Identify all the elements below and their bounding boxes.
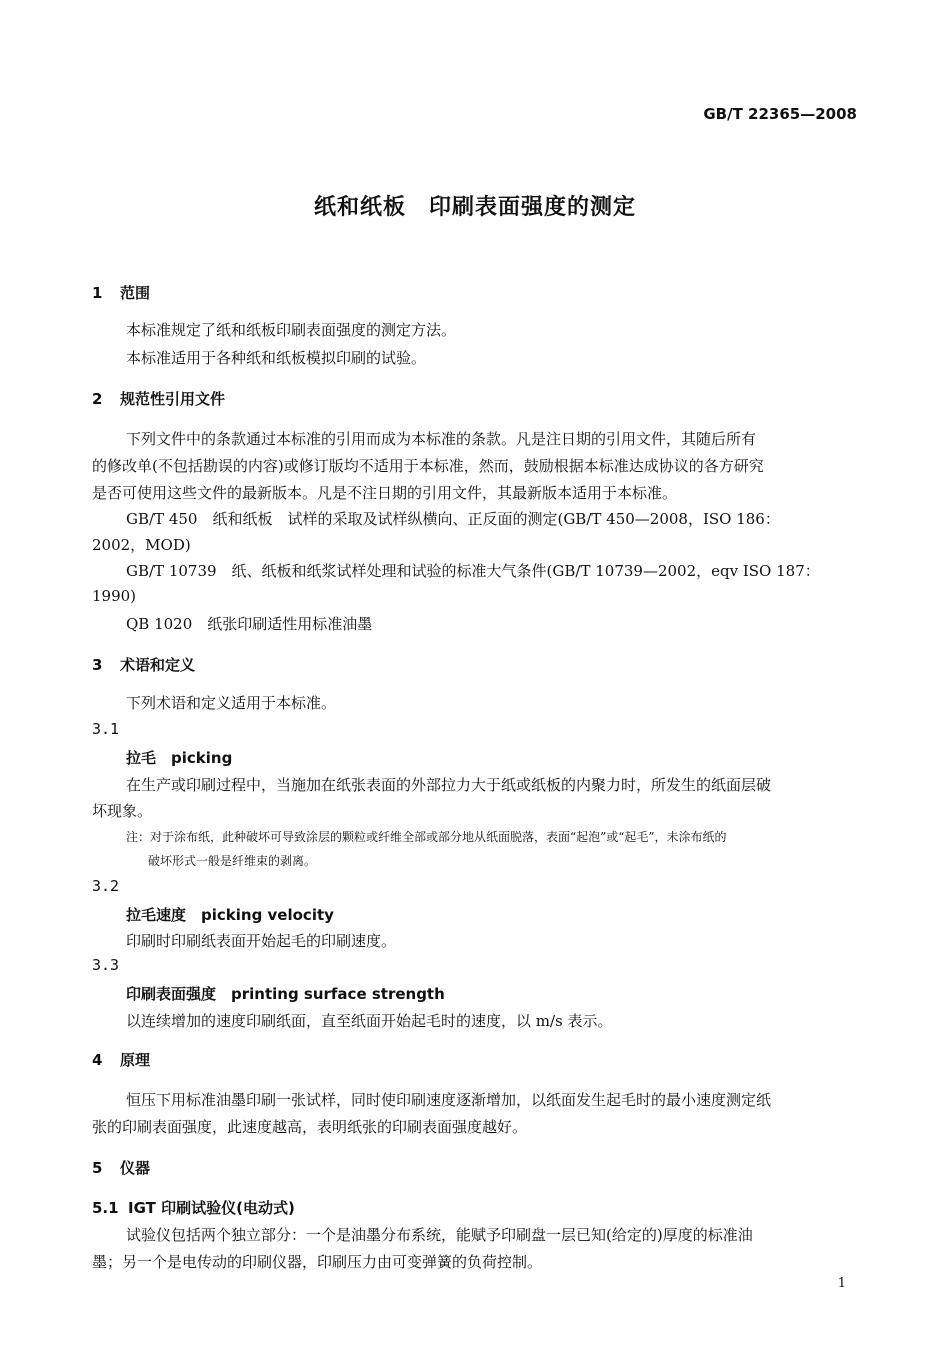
note-line: 注：对于涂布纸，此种破坏可导致涂层的颗粒或纤维全部或部分地从纸面脱落，表面“起泡”或“起毛”，未涂布纸的 (126, 830, 727, 844)
section-4-heading (92, 1049, 150, 1070)
subsection-number: 3.3 (92, 956, 120, 974)
page-number: 1 (837, 1276, 846, 1291)
section-1-heading (92, 282, 150, 303)
note-line: 破坏形式一般是纤维束的剥离。 (148, 854, 317, 868)
subsection-title: IGT 印刷试验仪(电动式) (128, 1199, 295, 1217)
reference-line: GB/T 450 纸和纸板 试样的采取及试样纵横向、正反面的测定(GB/T 450—2008，ISO 186： (126, 510, 780, 528)
paragraph-line: 的修改单(不包括勘误的内容)或修订版均不适用于本标准，然而，鼓励根据本标准达成协议的各方研究 (92, 457, 764, 475)
section-5-heading (92, 1157, 150, 1178)
reference-line: 1990) (92, 587, 137, 605)
paragraph-line: 试验仪包括两个独立部分：一个是油墨分布系统，能赋予印刷盘一层已知(给定的)厚度的标准油 (126, 1226, 753, 1244)
paragraph: 本标准适用于各种纸和纸板模拟印刷的试验。 (126, 349, 427, 367)
definition-line: 坏现象。 (92, 802, 153, 820)
paragraph-line: 恒压下用标准油墨印刷一张试样，同时使印刷速度逐渐增加，以纸面发生起毛时的最小速度测定纸 (126, 1091, 772, 1109)
subsection-5-1-heading (92, 1197, 295, 1218)
subsection-number: 3.1 (92, 720, 120, 738)
term-heading: 拉毛速度 picking velocity (126, 906, 334, 924)
term-heading: 拉毛 picking (126, 749, 233, 767)
section-title: 原理 (120, 1051, 151, 1069)
section-title: 术语和定义 (120, 656, 196, 674)
paragraph: 本标准规定了纸和纸板印刷表面强度的测定方法。 (126, 321, 457, 339)
section-title: 仪器 (120, 1159, 151, 1177)
section-number: 5 (92, 1159, 103, 1177)
subsection-number: 3.2 (92, 877, 120, 895)
reference-line: 2002，MOD) (92, 536, 191, 554)
paragraph: 下列术语和定义适用于本标准。 (126, 694, 337, 712)
definition-line: 印刷时印刷纸表面开始起毛的印刷速度。 (126, 932, 397, 950)
standard-number: GB/T 22365—2008 (703, 105, 857, 123)
section-number: 4 (92, 1051, 103, 1069)
definition-line: 在生产或印刷过程中，当施加在纸张表面的外部拉力大于纸或纸板的内聚力时，所发生的纸面层破 (126, 776, 772, 794)
section-title: 范围 (120, 284, 151, 302)
reference-line: QB 1020 纸张印刷适性用标准油墨 (126, 615, 373, 633)
paragraph-line: 是否可使用这些文件的最新版本。凡是不注日期的引用文件，其最新版本适用于本标准。 (92, 484, 678, 502)
section-number: 2 (92, 390, 103, 408)
paragraph-line: 下列文件中的条款通过本标准的引用而成为本标准的条款。凡是注日期的引用文件，其随后所有 (126, 430, 757, 448)
section-number: 3 (92, 656, 103, 674)
reference-line: GB/T 10739 纸、纸板和纸浆试样处理和试验的标准大气条件(GB/T 10739—2002，eqv ISO 187： (126, 562, 820, 580)
paragraph-line: 墨；另一个是电传动的印刷仪器，印刷压力由可变弹簧的负荷控制。 (92, 1253, 543, 1271)
section-number: 1 (92, 284, 103, 302)
paragraph-line: 张的印刷表面强度，此速度越高，表明纸张的印刷表面强度越好。 (92, 1118, 528, 1136)
section-3-heading (92, 654, 195, 675)
section-2-heading (92, 388, 225, 409)
definition-line: 以连续增加的速度印刷纸面，直至纸面开始起毛时的速度，以 m/s 表示。 (126, 1012, 613, 1030)
document-title: 纸和纸板 印刷表面强度的测定 (313, 195, 636, 220)
subsection-number: 5.1 (92, 1199, 119, 1217)
section-title: 规范性引用文件 (120, 390, 226, 408)
term-heading: 印刷表面强度 printing surface strength (126, 985, 445, 1003)
